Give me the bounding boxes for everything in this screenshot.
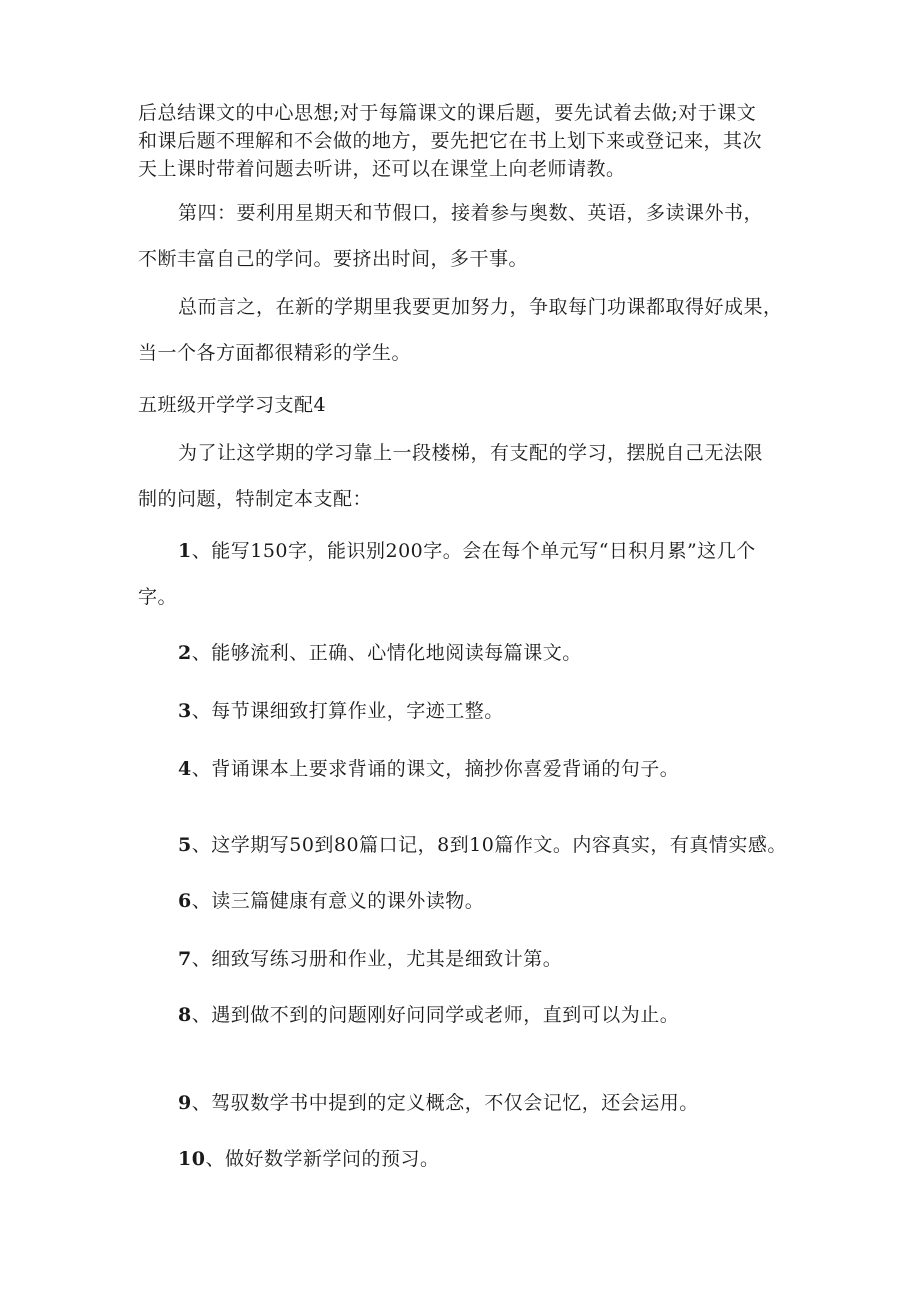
list-item-text: 、遇到做不到的问题刚好问同学或老师，直到可以为止。 bbox=[191, 1004, 680, 1026]
list-item-7 bbox=[178, 946, 562, 972]
list-item-2 bbox=[178, 640, 582, 666]
paragraph-summary-line-2: 当一个各方面都很精彩的学生。 bbox=[138, 342, 412, 364]
list-item-number: 9 bbox=[178, 1092, 192, 1114]
list-item-text: 、这学期写50到80篇口记，8到10篇作文。内容真实，有真情实感。 bbox=[191, 834, 787, 856]
paragraph-fourth-line-2: 不断丰富自己的学问。要挤出时间，多干事。 bbox=[138, 248, 529, 270]
list-item-text: 、每节课细致打算作业，字迹工整。 bbox=[191, 700, 504, 722]
list-item-text: 、做好数学新学问的预习。 bbox=[205, 1148, 440, 1170]
paragraph-intro-line-1: 后总结课文的中心思想;对于每篇课文的课后题，要先试着去做;对于课文 bbox=[138, 102, 757, 124]
list-item-text: 、细致写练习册和作业，尤其是细致计第。 bbox=[191, 948, 563, 970]
list-item-3 bbox=[178, 698, 504, 724]
list-item-text: 、能够流利、正确、心情化地阅读每篇课文。 bbox=[191, 642, 582, 664]
paragraph-intro-line-2: 和课后题不理解和不会做的地方，要先把它在书上划下来或登记来，其次 bbox=[138, 130, 763, 152]
list-item-number: 4 bbox=[178, 758, 192, 780]
paragraph-plan-line-2: 制的问题，特制定本支配： bbox=[138, 488, 373, 510]
list-item-number: 8 bbox=[178, 1004, 192, 1026]
paragraph-intro-line-3: 天上课时带着问题去听讲，还可以在课堂上向老师请教。 bbox=[138, 158, 626, 180]
list-item-8 bbox=[178, 1002, 679, 1028]
list-item-6 bbox=[178, 888, 484, 914]
list-item-1-continuation: 字。 bbox=[138, 586, 178, 608]
section-heading: 五班级开学学习支配4 bbox=[138, 394, 327, 416]
paragraph-fourth-line-1: 第四：要利用星期天和节假口，接着参与奥数、英语，多读课外书， bbox=[178, 202, 764, 224]
list-item-10 bbox=[178, 1146, 439, 1172]
list-item-text: 、背诵课本上要求背诵的课文，摘抄你喜爱背诵的句子。 bbox=[191, 758, 680, 780]
list-item-number: 1 bbox=[178, 540, 192, 562]
list-item-9 bbox=[178, 1090, 699, 1116]
list-item-text: 、读三篇健康有意义的课外读物。 bbox=[191, 890, 485, 912]
list-item-4 bbox=[178, 756, 679, 782]
list-item-number: 3 bbox=[178, 700, 192, 722]
paragraph-summary-line-1: 总而言之，在新的学期里我要更加努力，争取每门功课都取得好成果， bbox=[178, 296, 783, 318]
list-item-number: 5 bbox=[178, 834, 192, 856]
list-item-number: 10 bbox=[178, 1148, 206, 1170]
list-item-5 bbox=[178, 832, 787, 858]
list-item-text: 、驾驭数学书中提到的定义概念，不仅会记忆，还会运用。 bbox=[191, 1092, 699, 1114]
list-item-number: 6 bbox=[178, 890, 192, 912]
paragraph-plan-line-1: 为了让这学期的学习靠上一段楼梯，有支配的学习，摆脱自己无法限 bbox=[178, 442, 764, 464]
list-item-text: 、能写150字，能识别200字。会在每个单元写“日积月累”这几个 bbox=[191, 540, 756, 562]
list-item-1 bbox=[178, 538, 756, 564]
list-item-number: 7 bbox=[178, 948, 192, 970]
list-item-number: 2 bbox=[178, 642, 192, 664]
